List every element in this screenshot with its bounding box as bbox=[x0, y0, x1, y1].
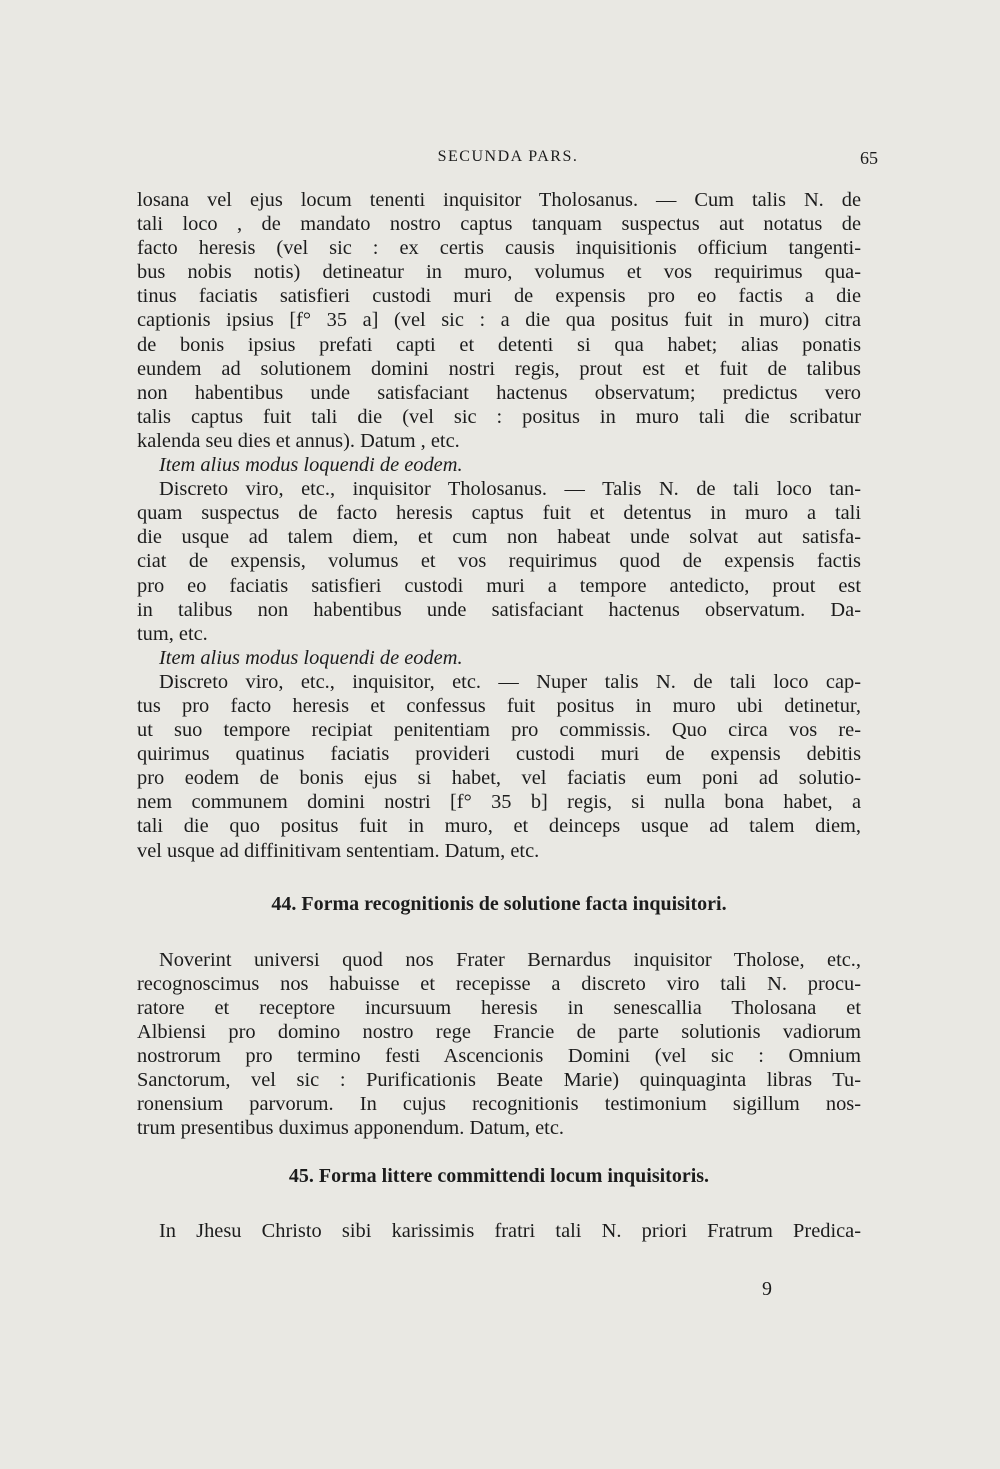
text-line: Albiensi pro domino nostro rege Francie de parte solutionis vadiorum bbox=[137, 1021, 861, 1043]
text-line: non habentibus unde satisfaciant hactenus observatum; predictus vero bbox=[137, 381, 861, 404]
section-title: Forma littere committendi locum inquisitoris. bbox=[318, 1165, 710, 1188]
running-head-title: SECUNDA PARS. bbox=[437, 148, 579, 165]
text-line: Discreto viro, etc., inquisitor Tholosanus. — Talis N. de tali loco tan- bbox=[159, 478, 861, 501]
paragraph-letter-3 bbox=[137, 670, 861, 863]
text-line: recognoscimus nos habuisse et recepisse a discreto viro tali N. procu- bbox=[137, 972, 861, 995]
text-line: eundem ad solutionem domini nostri regis, prout est et fuit de talibus bbox=[137, 357, 861, 380]
text-line: nostrorum pro termino festi Ascencionis Domini (vel sic : Omnium bbox=[137, 1045, 861, 1068]
text-line: in talibus non habentibus unde satisfaciant hactenus observatum. Da- bbox=[137, 598, 861, 621]
text-line: Discreto viro, etc., inquisitor, etc. — Nuper talis N. de tali loco cap- bbox=[159, 670, 861, 693]
text-line: tinus faciatis satisfieri custodi muri de expensis pro eo factis a die bbox=[137, 285, 861, 308]
text-line: die usque ad talem diem, et cum non habeat unde solvat aut satisfa- bbox=[137, 526, 861, 549]
text-line: Sanctorum, vel sic : Purificationis Beate Marie) quinquaginta libras Tu- bbox=[137, 1069, 861, 1092]
section-heading-45 bbox=[137, 1164, 861, 1188]
text-line: tali loco , de mandato nostro captus tanquam suspectus aut notatus de bbox=[137, 213, 861, 236]
running-head bbox=[138, 148, 878, 172]
text-line: ratore et receptore incursuum heresis in senescallia Tholosana et bbox=[137, 996, 861, 1019]
subheading-italic bbox=[137, 453, 861, 477]
text-line: ciat de expensis, volumus et vos requirimus quod de expensis factis bbox=[137, 550, 861, 573]
page-number: 65 bbox=[860, 148, 878, 168]
text-line: quam suspectus de facto heresis captus fuit et detentus in muro a tali bbox=[137, 502, 861, 525]
paragraph-commission bbox=[137, 1219, 861, 1243]
signature-mark: 9 bbox=[762, 1278, 772, 1300]
text-line: tus pro facto heresis et confessus fuit positus in muro ubi detinetur, bbox=[137, 694, 861, 717]
text-line: bus nobis notis) detineatur in muro, volumus et vos requirimus qua- bbox=[137, 261, 861, 284]
text-line: pro eodem de bonis ejus si habet, vel faciatis eum poni ad solutio- bbox=[137, 767, 861, 790]
section-number: 45. bbox=[288, 1165, 314, 1188]
text-line: facto heresis (vel sic : ex certis causis inquisitionis officium tangenti- bbox=[137, 237, 861, 260]
text-line: vel usque ad diffinitivam sententiam. Datum, etc. bbox=[137, 839, 540, 862]
text-line: tum, etc. bbox=[137, 622, 208, 645]
section-number: 44. bbox=[271, 892, 297, 915]
text-line: Noverint universi quod nos Frater Bernardus inquisitor Tholose, etc., bbox=[159, 948, 861, 971]
text-line: quirimus quatinus faciatis provideri custodi muri de expensis debitis bbox=[137, 743, 861, 766]
paragraph-letter-1 bbox=[137, 188, 861, 453]
text-line: de bonis ipsius prefati capti et detenti si qua habet; alias ponatis bbox=[137, 333, 861, 356]
paragraph-recognition bbox=[137, 948, 861, 1141]
text-line: talis captus fuit tali die (vel sic : positus in muro tali die scribatur bbox=[137, 405, 861, 428]
text-line: tali die quo positus fuit in muro, et deinceps usque ad talem diem, bbox=[137, 815, 861, 838]
section-heading-44 bbox=[137, 892, 861, 916]
text-line: In Jhesu Christo sibi karissimis fratri tali N. priori Fratrum Predica- bbox=[159, 1219, 861, 1242]
subheading-text: Item alius modus loquendi de eodem. bbox=[159, 454, 463, 477]
text-line: losana vel ejus locum tenenti inquisitor Tholosanus. — Cum talis N. de bbox=[137, 189, 861, 211]
subheading-text: Item alius modus loquendi de eodem. bbox=[159, 646, 463, 669]
page-body bbox=[137, 188, 861, 1243]
text-line: nem communem domini nostri [f° 35 b] regis, si nulla bona habet, a bbox=[137, 791, 861, 814]
text-line: trum presentibus duximus apponendum. Datum, etc. bbox=[137, 1117, 564, 1140]
text-line: ut suo tempore recipiat penitentiam pro commissis. Quo circa vos re- bbox=[137, 719, 861, 742]
subheading-italic bbox=[137, 646, 861, 670]
text-line: pro eo faciatis satisfieri custodi muri a tempore antedicto, prout est bbox=[137, 574, 861, 597]
text-line: kalenda seu dies et annus). Datum , etc. bbox=[137, 429, 460, 452]
section-title: Forma recognitionis de solutione facta inquisitori. bbox=[301, 892, 727, 915]
text-line: captionis ipsius [f° 35 a] (vel sic : a die qua positus fuit in muro) citra bbox=[137, 309, 861, 332]
paragraph-letter-2 bbox=[137, 477, 861, 646]
text-line: ronensium parvorum. In cujus recognitionis testimonium sigillum nos- bbox=[137, 1093, 861, 1116]
